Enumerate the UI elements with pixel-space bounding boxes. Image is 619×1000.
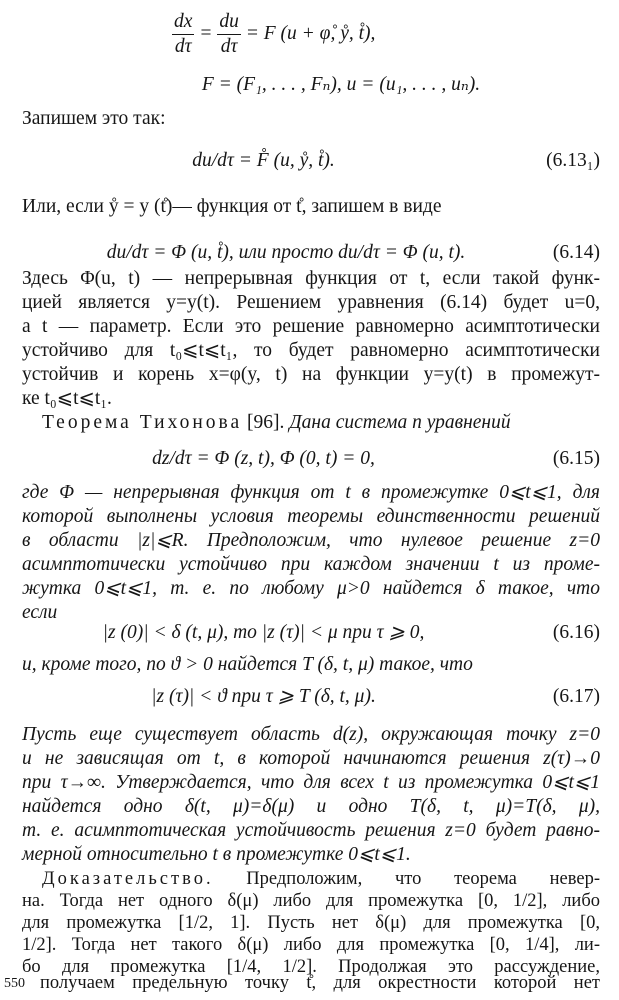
fraction-denominator: dτ [220, 36, 238, 57]
equation-fractions [172, 10, 472, 70]
paragraph-if: Или, если ẙ = y (t̊)— функция от t̊, запишем в виде [22, 196, 442, 217]
text-line: которой выполнены условия теоремы единственности решений [22, 506, 600, 527]
theorem-heading: Теорема Тихонова [42, 412, 243, 433]
text-line: получаем предельную точку t̊, для окрестности которой нет [40, 973, 600, 993]
equation-formula: |z (τ)| < ϑ при τ ⩾ T (δ, t, μ). [151, 686, 376, 707]
text-line: в области |z|⩽R. Предположим, что нулевое решение z=0 [22, 530, 600, 551]
text-line: бо для промежутка [1/4, 1/2]. Продолжая это рассуждение, [22, 957, 600, 977]
text-line: т. е. асимптотическая устойчивость решения z=0 будет равно- [22, 820, 600, 841]
text-line: на. Тогда нет одного δ(μ) либо для промежутка [0, 1/2], либо [22, 891, 600, 911]
theorem-statement: Дана система n уравнений [289, 412, 511, 433]
text-line: устойчиво для t₀⩽t⩽t₁, то будет равномерно асимптотически [22, 340, 600, 361]
equation-6-14 [22, 238, 600, 268]
fraction-dx-dtau [172, 10, 194, 59]
proof-text: Предположим, что теорема невер- [213, 869, 600, 889]
text-line: Здесь Φ(u, t) — непрерывная функция от t, если такой функ- [22, 268, 600, 289]
equation-6-17 [22, 682, 600, 712]
equation-definitions [22, 70, 600, 100]
text-line: 1/2]. Тогда нет такого δ(μ) либо для промежутка [0, 1/4], ли- [22, 935, 600, 955]
equation-formula: |z (0)| < δ (t, μ), то |z (τ)| < μ при τ ⩾ 0, [102, 622, 425, 643]
equation-6-16 [22, 618, 600, 648]
equation-formula: du/dτ = Φ (u, t̊), или просто du/dτ = Φ (u, t). [106, 242, 466, 263]
equation-rhs: = F (u + φ̊, ẙ, t̊), [245, 22, 376, 44]
equation-number: (6.16) [552, 622, 600, 643]
text-line: цией является y=y(t). Решением уравнения (6.14) будет u=0, [22, 292, 600, 313]
equation-formula: dz/dτ = Φ (z, t), Φ (0, t) = 0, [152, 448, 375, 469]
text-line: и не зависящая от t, в которой начинаются решения z(τ)→0 [22, 748, 600, 769]
text-line: найдется одно δ(t, μ)=δ(μ) и одно T(δ, t, μ)=T(δ, μ), [22, 796, 600, 817]
equation-6-13 [22, 146, 600, 176]
page-number: 550 [4, 976, 25, 991]
equation-formula: F = (F₁, . . . , Fₙ), u = (u₁, . . . , uₙ). [201, 74, 481, 95]
text-line: устойчив и корень x=φ(y, t) на функции y=y(t) в промежут- [22, 364, 600, 385]
fraction-numerator: du [217, 10, 241, 35]
text-line: для промежутка [1/2, 1]. Пусть нет δ(μ) для промежутка [0, [22, 913, 600, 933]
text-line: и, кроме того, по ϑ > 0 найдется T (δ, t, μ) такое, что [22, 654, 473, 675]
equals-sign: = [199, 22, 213, 44]
theorem-reference: [96]. [242, 412, 290, 433]
fraction-denominator: dτ [174, 36, 192, 57]
equation-number: (6.15) [552, 448, 600, 469]
text-line: Пусть еще существует область d(z), окружающая точку z=0 [22, 724, 600, 745]
paragraph-write: Запишем это так: [22, 108, 166, 129]
text-line: мерной относительно t в промежутке 0⩽t⩽1. [22, 844, 411, 865]
equation-number: (6.14) [552, 242, 600, 263]
equation-number: (6.13₁) [546, 150, 600, 171]
equation-6-15 [22, 444, 600, 474]
text-line: где Φ — непрерывная функция от t в промежутке 0⩽t⩽1, для [22, 482, 600, 503]
text-line: жутка 0⩽t⩽1, т. е. по любому μ>0 найдется δ такое, что [22, 578, 600, 599]
text-line: ке t₀⩽t⩽t₁. [22, 388, 112, 409]
text-line: при τ→∞. Утверждается, что для всех t из промежутка 0⩽t⩽1 [22, 772, 600, 793]
fraction-numerator: dx [172, 10, 194, 35]
text-line: асимптотически устойчиво при каждом значении t из проме- [22, 554, 600, 575]
text-line: а t — параметр. Если это решение равномерно асимптотически [22, 316, 600, 337]
proof-heading: Доказательство. [42, 869, 214, 889]
text-line: если [22, 602, 58, 623]
fraction-du-dtau [217, 10, 241, 59]
equation-formula: du/dτ = F̊ (u, ẙ, t̊). [192, 150, 335, 171]
theorem-line [42, 410, 600, 436]
equation-number: (6.17) [552, 686, 600, 707]
proof-first-line [42, 868, 600, 890]
